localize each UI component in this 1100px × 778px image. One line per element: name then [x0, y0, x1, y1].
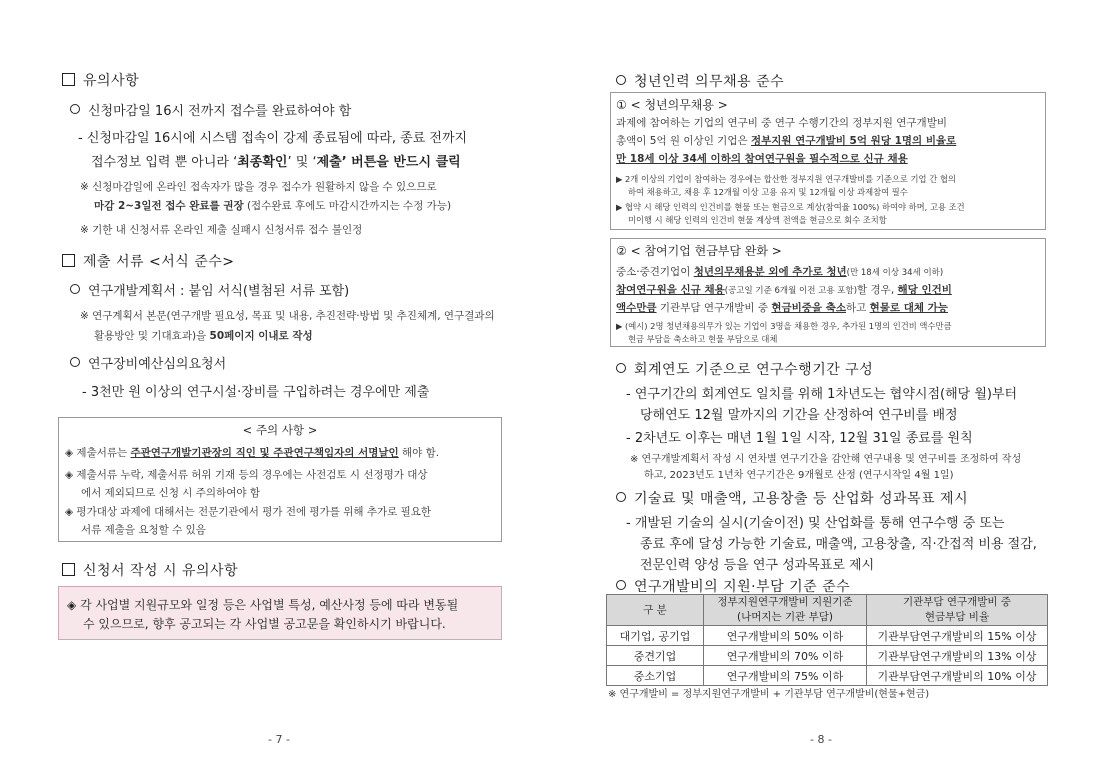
- youth-hire-line1: 과제에 참여하는 기업의 연구비 중 연구 수행기간의 정부지원 연구개발비: [616, 117, 947, 129]
- youth-hire-title: ① < 청년의무채용 >: [616, 98, 728, 112]
- circle-bullet-icon: [616, 363, 626, 373]
- table-cell: 연구개발비의 50% 이하: [704, 626, 867, 646]
- industrialization-line2: 종료 후에 달성 가능한 기술료, 매출액, 고용창출, 직·간접적 비용 절감,: [640, 537, 1037, 552]
- caution-title: < 주의 사항 >: [242, 423, 318, 437]
- table-cell: 연구개발비의 70% 이하: [704, 646, 867, 666]
- right-page: [610, 0, 1050, 778]
- youth-hire-note1-line2: 하여 채용하고, 채용 후 12개월 이상 고용 유지 및 12개월 이상 과제참여 필수: [628, 187, 908, 197]
- cash-relief-line3: 액수만큼 기관부담 연구개발비 중 현금비중을 축소하고 현물로 대체 가능: [616, 302, 948, 314]
- youth-hire-line2: 총액이 5억 원 이상인 기업은 정부지원 연구개발비 5억 원당 1명의 비율로: [616, 135, 957, 147]
- circle-bullet-icon: [70, 104, 80, 114]
- table-cell: 대기업, 공기업: [607, 626, 704, 646]
- documents-bullet-equipment: 연구장비예산심의요청서: [70, 353, 226, 372]
- cash-relief-note-line2: 현금 부담을 축소하고 현물 부담으로 대체: [628, 334, 778, 344]
- cash-relief-box: [610, 238, 1046, 347]
- page-number: - 7 -: [268, 733, 290, 746]
- fiscal-detail-1-line1: - 연구기간의 회계연도 일치를 위해 1차년도는 협약시점(해당 월)부터: [626, 387, 1018, 402]
- caution-item-2-line2: 에서 제외되므로 신청 시 주의하여야 함: [81, 487, 260, 499]
- table-row: [607, 666, 1048, 686]
- header-gov-support: 정부지원연구개발비 지원기준 (나머지는 기관 부담): [704, 595, 867, 626]
- notice-note1-line2: 마감 2~3일전 접수 완료를 권장 (접수완료 후에도 마감시간까지는 수정 가능): [94, 200, 452, 212]
- table-cell: 기관부담연구개발비의 13% 이상: [867, 646, 1048, 666]
- square-bullet-icon: [62, 563, 75, 576]
- section-title-youth: 청년인력 의무채용 준수: [616, 71, 784, 91]
- header-cash-ratio: 기관부담 연구개발비 중 현금부담 비율: [867, 595, 1048, 626]
- documents-note-line1: ※ 연구계획서 본문(연구개발 필요성, 목표 및 내용, 추진전략·방법 및 추진체계, 연구결과의: [80, 310, 495, 322]
- fiscal-note-line1: ※ 연구개발계획서 작성 시 연차별 연구기간을 감안해 연구내용 및 연구비를 조정하여 작성: [630, 454, 1022, 465]
- notice-note1-line1: ※ 신청마감일에 온라인 접속자가 많을 경우 접수가 원활하지 않을 수 있으므로: [80, 181, 437, 193]
- section-title-notice: 유의사항: [62, 70, 139, 90]
- notice-bullet-deadline: 신청마감일 16시 전까지 접수를 완료하여야 함: [70, 100, 351, 119]
- documents-bullet-plan: 연구개발계획서 : 붙임 서식(별첨된 서류 포함): [70, 280, 349, 299]
- caution-item-3-line2: 서류 제출을 요청할 수 있음: [81, 524, 206, 536]
- section-title-funding: 연구개발비의 지원·부담 기준 준수: [616, 576, 850, 596]
- cash-relief-line1: 중소·중견기업이 청년의무채용분 외에 추가로 청년(만 18세 이상 34세 이하): [616, 266, 944, 278]
- table-cell: 기관부담연구개발비의 10% 이상: [867, 666, 1048, 686]
- triangle-bullet-icon: ▶: [616, 202, 623, 212]
- youth-hire-box: [610, 92, 1046, 230]
- youth-hire-line3: 만 18세 이상 34세 이하의 참여연구원을 필수적으로 신규 채용: [616, 153, 908, 165]
- industrialization-line1: - 개발된 기술의 실시(기술이전) 및 산업화를 통해 연구수행 중 또는: [626, 516, 1005, 531]
- triangle-bullet-icon: ▶: [616, 321, 623, 331]
- section-title-industrialization: 기술료 및 매출액, 고용창출 등 산업화 성과목표 제시: [616, 488, 968, 508]
- diamond-bullet-icon: ◈: [65, 447, 74, 459]
- circle-bullet-icon: [70, 284, 80, 294]
- table-row: [607, 626, 1048, 646]
- table-cell: 중소기업: [607, 666, 704, 686]
- diamond-bullet-icon: ◈: [67, 598, 77, 612]
- table-row: [607, 646, 1048, 666]
- caution-item-1: ◈ 제출서류는 주관연구개발기관장의 직인 및 주관연구책임자의 서명날인 해야 함.: [65, 447, 440, 459]
- table-cell: 중견기업: [607, 646, 704, 666]
- section-title-documents: 제출 서류 <서식 준수>: [62, 251, 235, 271]
- notice-detail-line2: 접수정보 입력 뿐 아니라 ‘최종확인’ 및 ‘제출’ 버튼을 반드시 클릭: [91, 155, 461, 170]
- application-note-box: [58, 586, 502, 640]
- documents-detail-equipment: - 3천만 원 이상의 연구시설·장비를 구입하려는 경우에만 제출: [82, 385, 430, 400]
- diamond-bullet-icon: ◈: [65, 506, 74, 518]
- funding-table: [606, 594, 1048, 686]
- triangle-bullet-icon: ▶: [616, 174, 623, 184]
- cash-relief-note-line1: ▶ (예시) 2명 청년채용의무가 있는 기업이 3명을 채용한 경우, 추가된 1명의 인건비 액수만큼: [616, 321, 952, 331]
- page-number: - 8 -: [810, 733, 832, 746]
- caution-item-2-line1: ◈ 제출서류 누락, 제출서류 허위 기재 등의 경우에는 사전검토 시 선정평가 대상: [65, 469, 428, 481]
- table-cell: 기관부담연구개발비의 15% 이상: [867, 626, 1048, 646]
- caution-box: [58, 417, 502, 542]
- documents-note-line2: 활용방안 및 기대효과)을 50페이지 이내로 작성: [94, 330, 313, 342]
- youth-hire-note2-line1: ▶ 협약 시 해당 인력의 인건비를 현물 또는 현금으로 계상(참여율 100%) 하여야 하며, 고용 조건: [616, 202, 965, 212]
- notice-note2: ※ 기한 내 신청서류 온라인 제출 실패시 신청서류 접수 불인정: [80, 224, 363, 236]
- table-header-row: [607, 595, 1048, 626]
- diamond-bullet-icon: ◈: [65, 469, 74, 481]
- circle-bullet-icon: [616, 75, 626, 85]
- square-bullet-icon: [62, 254, 75, 267]
- cash-relief-line2: 참여연구원을 신규 채용(공고일 기준 6개월 이전 고용 포함)할 경우, 해당 인건비: [616, 284, 952, 296]
- section-title-fiscal-year: 회계연도 기준으로 연구수행기간 구성: [616, 359, 873, 379]
- youth-hire-note2-line2: 미이행 시 해당 인력의 인건비 현물 계상액 전액을 현금으로 회수 조치함: [628, 215, 887, 225]
- fiscal-note-line2: 하고, 2023년도 1년차 연구기간은 9개월로 산정 (연구시작일 4월 1일): [644, 470, 954, 481]
- header-category: 구 분: [607, 595, 704, 626]
- notice-detail-line1: - 신청마감일 16시에 시스템 접속이 강제 종료됨에 따라, 종료 전까지: [78, 131, 468, 146]
- cash-relief-title: ② < 참여기업 현금부담 완화 >: [616, 244, 782, 258]
- circle-bullet-icon: [616, 492, 626, 502]
- fiscal-detail-1-line2: 당해연도 12월 말까지의 기간을 산정하여 연구비를 배정: [640, 408, 958, 423]
- square-bullet-icon: [62, 73, 75, 86]
- fiscal-detail-2: - 2차년도 이후는 매년 1월 1일 시작, 12월 31일 종료를 원칙: [626, 431, 973, 446]
- table-cell: 연구개발비의 75% 이하: [704, 666, 867, 686]
- caution-item-3-line1: ◈ 평가대상 과제에 대해서는 전문기관에서 평가 전에 평가를 위해 추가로 필요한: [65, 506, 432, 518]
- circle-bullet-icon: [616, 580, 626, 590]
- application-note-line2: 수 있으므로, 향후 공고되는 각 사업별 공고문을 확인하시기 바랍니다.: [83, 617, 446, 631]
- funding-note: ※ 연구개발비 = 정부지원연구개발비 + 기관부담 연구개발비(현물+현금): [608, 689, 930, 700]
- application-note-line1: ◈ 각 사업별 지원규모와 일정 등은 사업별 특성, 예산사정 등에 따라 변동될: [67, 598, 459, 612]
- left-page: [58, 0, 508, 778]
- section-title-application: 신청서 작성 시 유의사항: [62, 560, 238, 580]
- youth-hire-note1-line1: ▶ 2개 이상의 기업이 참여하는 경우에는 합산한 정부지원 연구개발비를 기준으로 기업 간 협의: [616, 174, 956, 184]
- industrialization-line3: 전문인력 양성 등을 연구 성과목표로 제시: [640, 558, 875, 573]
- circle-bullet-icon: [70, 357, 80, 367]
